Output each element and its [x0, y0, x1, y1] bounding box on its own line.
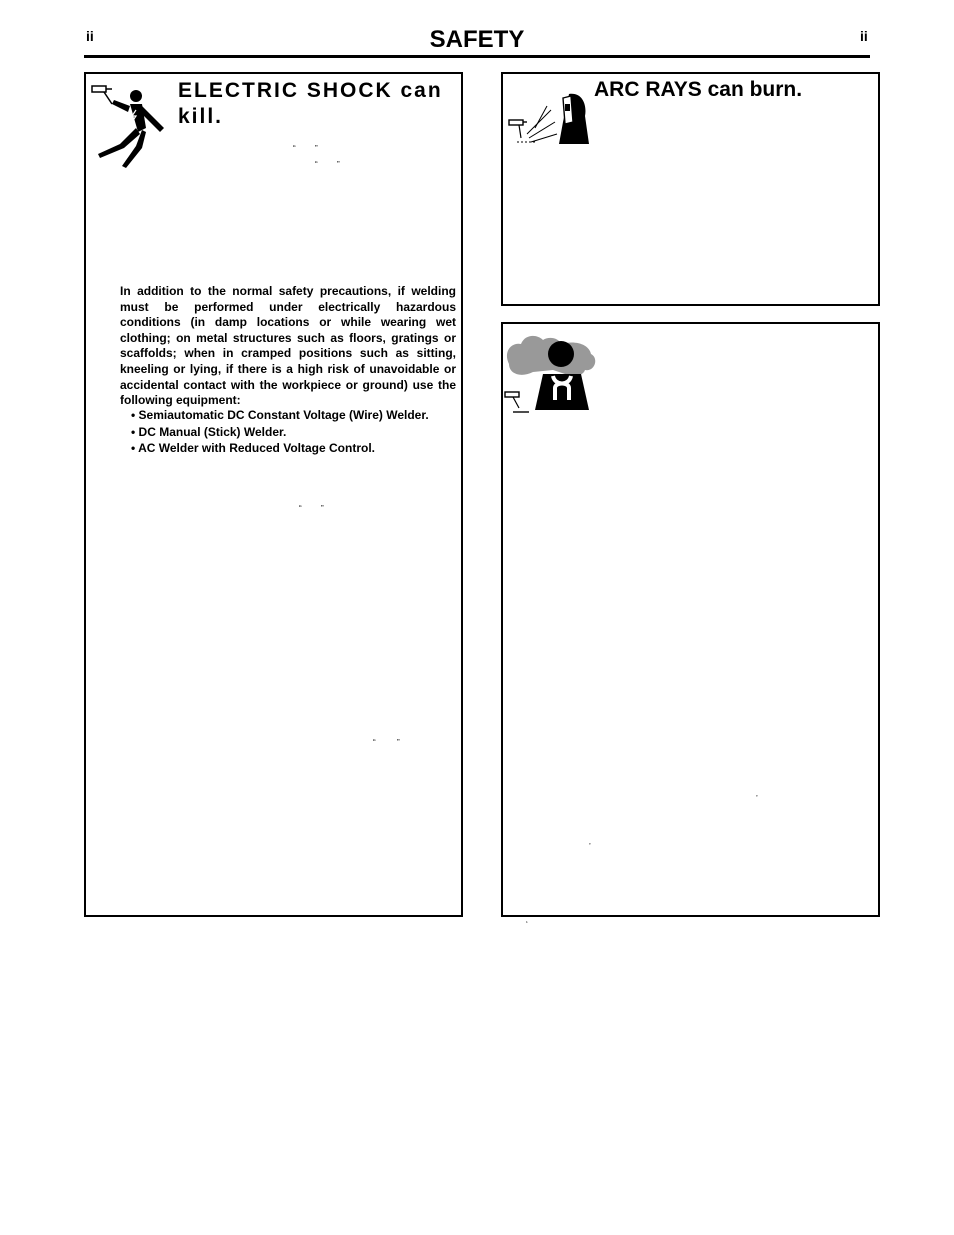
- arc-rays-heading: ARC RAYS can burn.: [594, 78, 803, 101]
- apostrophe-mark: ’: [756, 794, 758, 803]
- equipment-item: • AC Welder with Reduced Voltage Control.: [131, 441, 375, 455]
- arc-rays-panel: [501, 72, 880, 306]
- fumes-gases-icon: [503, 330, 599, 414]
- header-rule: [84, 55, 870, 58]
- equipment-item: • Semiautomatic DC Constant Voltage (Wire) Welder.: [131, 408, 429, 422]
- electric-shock-heading: ELECTRIC SHOCK can kill.: [178, 79, 443, 128]
- hazard-conditions-paragraph: In addition to the normal safety precautions, if welding must be performed under electrically hazardous conditions (in damp locations or while wearing wet clothing; on metal structures such as floors, gratings or scaffolds; when in cramped positions such as sitting, kneeling or lying, if there is a high risk of unavoidable or accidental contact with the workpiece or ground) use the following equipment:: [120, 284, 456, 408]
- fumes-gases-panel: [501, 322, 880, 917]
- open-quote-mark: “: [315, 160, 318, 169]
- equipment-item: • DC Manual (Stick) Welder.: [131, 425, 287, 439]
- apostrophe-mark: ’: [589, 842, 591, 851]
- close-quote-mark: ”: [315, 144, 318, 153]
- close-quote-mark: ”: [321, 504, 324, 513]
- page-number-right: ii: [860, 28, 868, 44]
- welder-mask-arc-icon: [507, 92, 591, 148]
- open-quote-mark: “: [293, 144, 296, 153]
- electric-shock-panel: [84, 72, 463, 917]
- close-quote-mark: ”: [397, 738, 400, 747]
- open-quote-mark: “: [373, 738, 376, 747]
- electric-shock-icon: [90, 82, 170, 168]
- open-quote-mark: “: [299, 504, 302, 513]
- page-number-left: ii: [86, 28, 94, 44]
- page-title: SAFETY: [429, 26, 525, 53]
- close-quote-mark: ”: [337, 160, 340, 169]
- backtick-mark: ‘: [526, 920, 528, 929]
